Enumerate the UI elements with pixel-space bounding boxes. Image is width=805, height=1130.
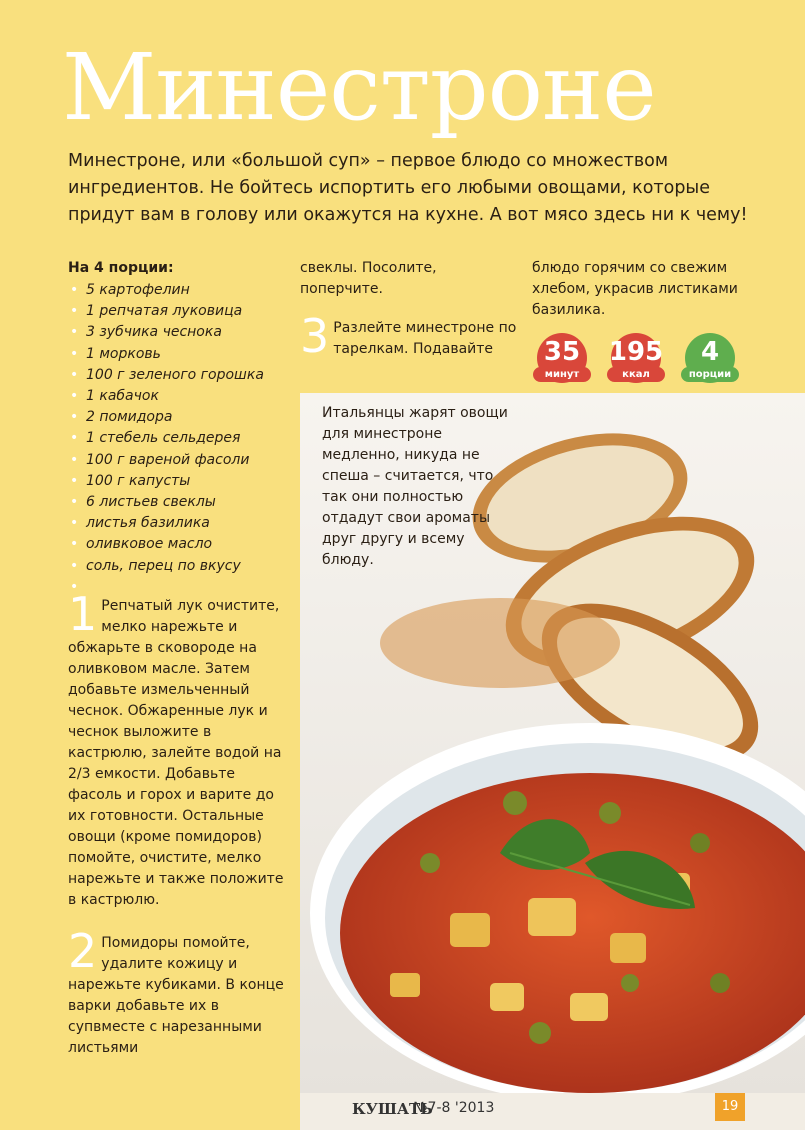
info-badges [533, 333, 739, 385]
badge-value: 195 [608, 337, 664, 367]
badge-label: минут [533, 367, 591, 382]
ingredient-item: • 3 зубчика чеснока [70, 322, 264, 343]
step-number: 1 [68, 587, 98, 641]
step-3-continuation: блюдо горячим со свежим хлебом, украсив листиками базилика. [532, 260, 738, 318]
badge-label: ккал [607, 367, 665, 382]
page-number: 19 [715, 1093, 745, 1121]
time-badge [533, 333, 591, 385]
portions-label: На 4 порции: [68, 260, 174, 276]
step-number: 2 [68, 924, 98, 978]
ingredients-list [70, 280, 264, 598]
badge-label: порции [681, 367, 739, 382]
ingredient-item: • оливковое масло [70, 534, 264, 555]
badge-value: 4 [700, 337, 720, 367]
step-2 [68, 924, 290, 1059]
magazine-logo: КУШАТЬ [352, 1100, 433, 1118]
ingredient-item: • 2 помидора [70, 407, 264, 428]
badge-value: 35 [543, 337, 581, 367]
issue-number: №7-8 '2013 [413, 1100, 495, 1116]
calories-badge [607, 333, 665, 385]
ingredient-item: • 1 кабачок [70, 386, 264, 407]
ingredient-item: • 100 г вареной фасоли [70, 450, 264, 471]
ingredient-item: • 100 г зеленого горошка [70, 365, 264, 386]
ingredient-item: • листья базилика [70, 513, 264, 534]
ingredient-item: • 6 листьев свеклы [70, 492, 264, 513]
step-3 [300, 309, 525, 363]
step-number: 3 [300, 309, 330, 363]
ingredient-item: • 5 картофелин [70, 280, 264, 301]
step-1 [68, 587, 290, 911]
intro-paragraph: Минестроне, или «большой суп» – первое блюдо со множеством ингредиентов. Не бойтесь испортить его любыми овощами, которые придут вам в голову или окажутся на кухне. А вот мясо здесь ни к чему! [68, 151, 748, 225]
ingredient-item: • соль, перец по вкусу [70, 556, 264, 577]
ingredient-item [70, 577, 264, 598]
step-text: Помидоры помойте, удалите кожицу и нарежьте кубиками. В конце варки добавьте их в супвместе с нарезанными листьями [68, 935, 284, 1056]
step-2-continuation: свеклы. Посолите, поперчите. [300, 260, 437, 297]
step-text: Репчатый лук очистите, мелко нарежьте и обжарьте в сковороде на оливковом масле. Затем добавьте измельченный чеснок. Обжаренные лук и чеснок выложите в кастрюлю, залейте водой на 2/3 емкости. Добавьте фасоль и горох и варите до их готовности. Остальные овощи (кроме помидоров) помойте, очистите, мелко нарежьте и также положите в кастрюлю. [68, 598, 284, 908]
ingredient-item: • 1 морковь [70, 344, 264, 365]
page-title: Минестроне [62, 34, 656, 141]
photo-caption: Итальянцы жарят овощи для минестроне медленно, никуда не спеша – считается, что так они полностью отдадут свои ароматы друг другу и всему блюду. [322, 405, 508, 568]
servings-badge [681, 333, 739, 385]
ingredient-item: • 1 репчатая луковица [70, 301, 264, 322]
ingredient-item: • 100 г капусты [70, 471, 264, 492]
ingredient-item: • 1 стебель сельдерея [70, 428, 264, 449]
step-text: Разлейте минестроне по тарелкам. Подавайте [333, 320, 517, 357]
